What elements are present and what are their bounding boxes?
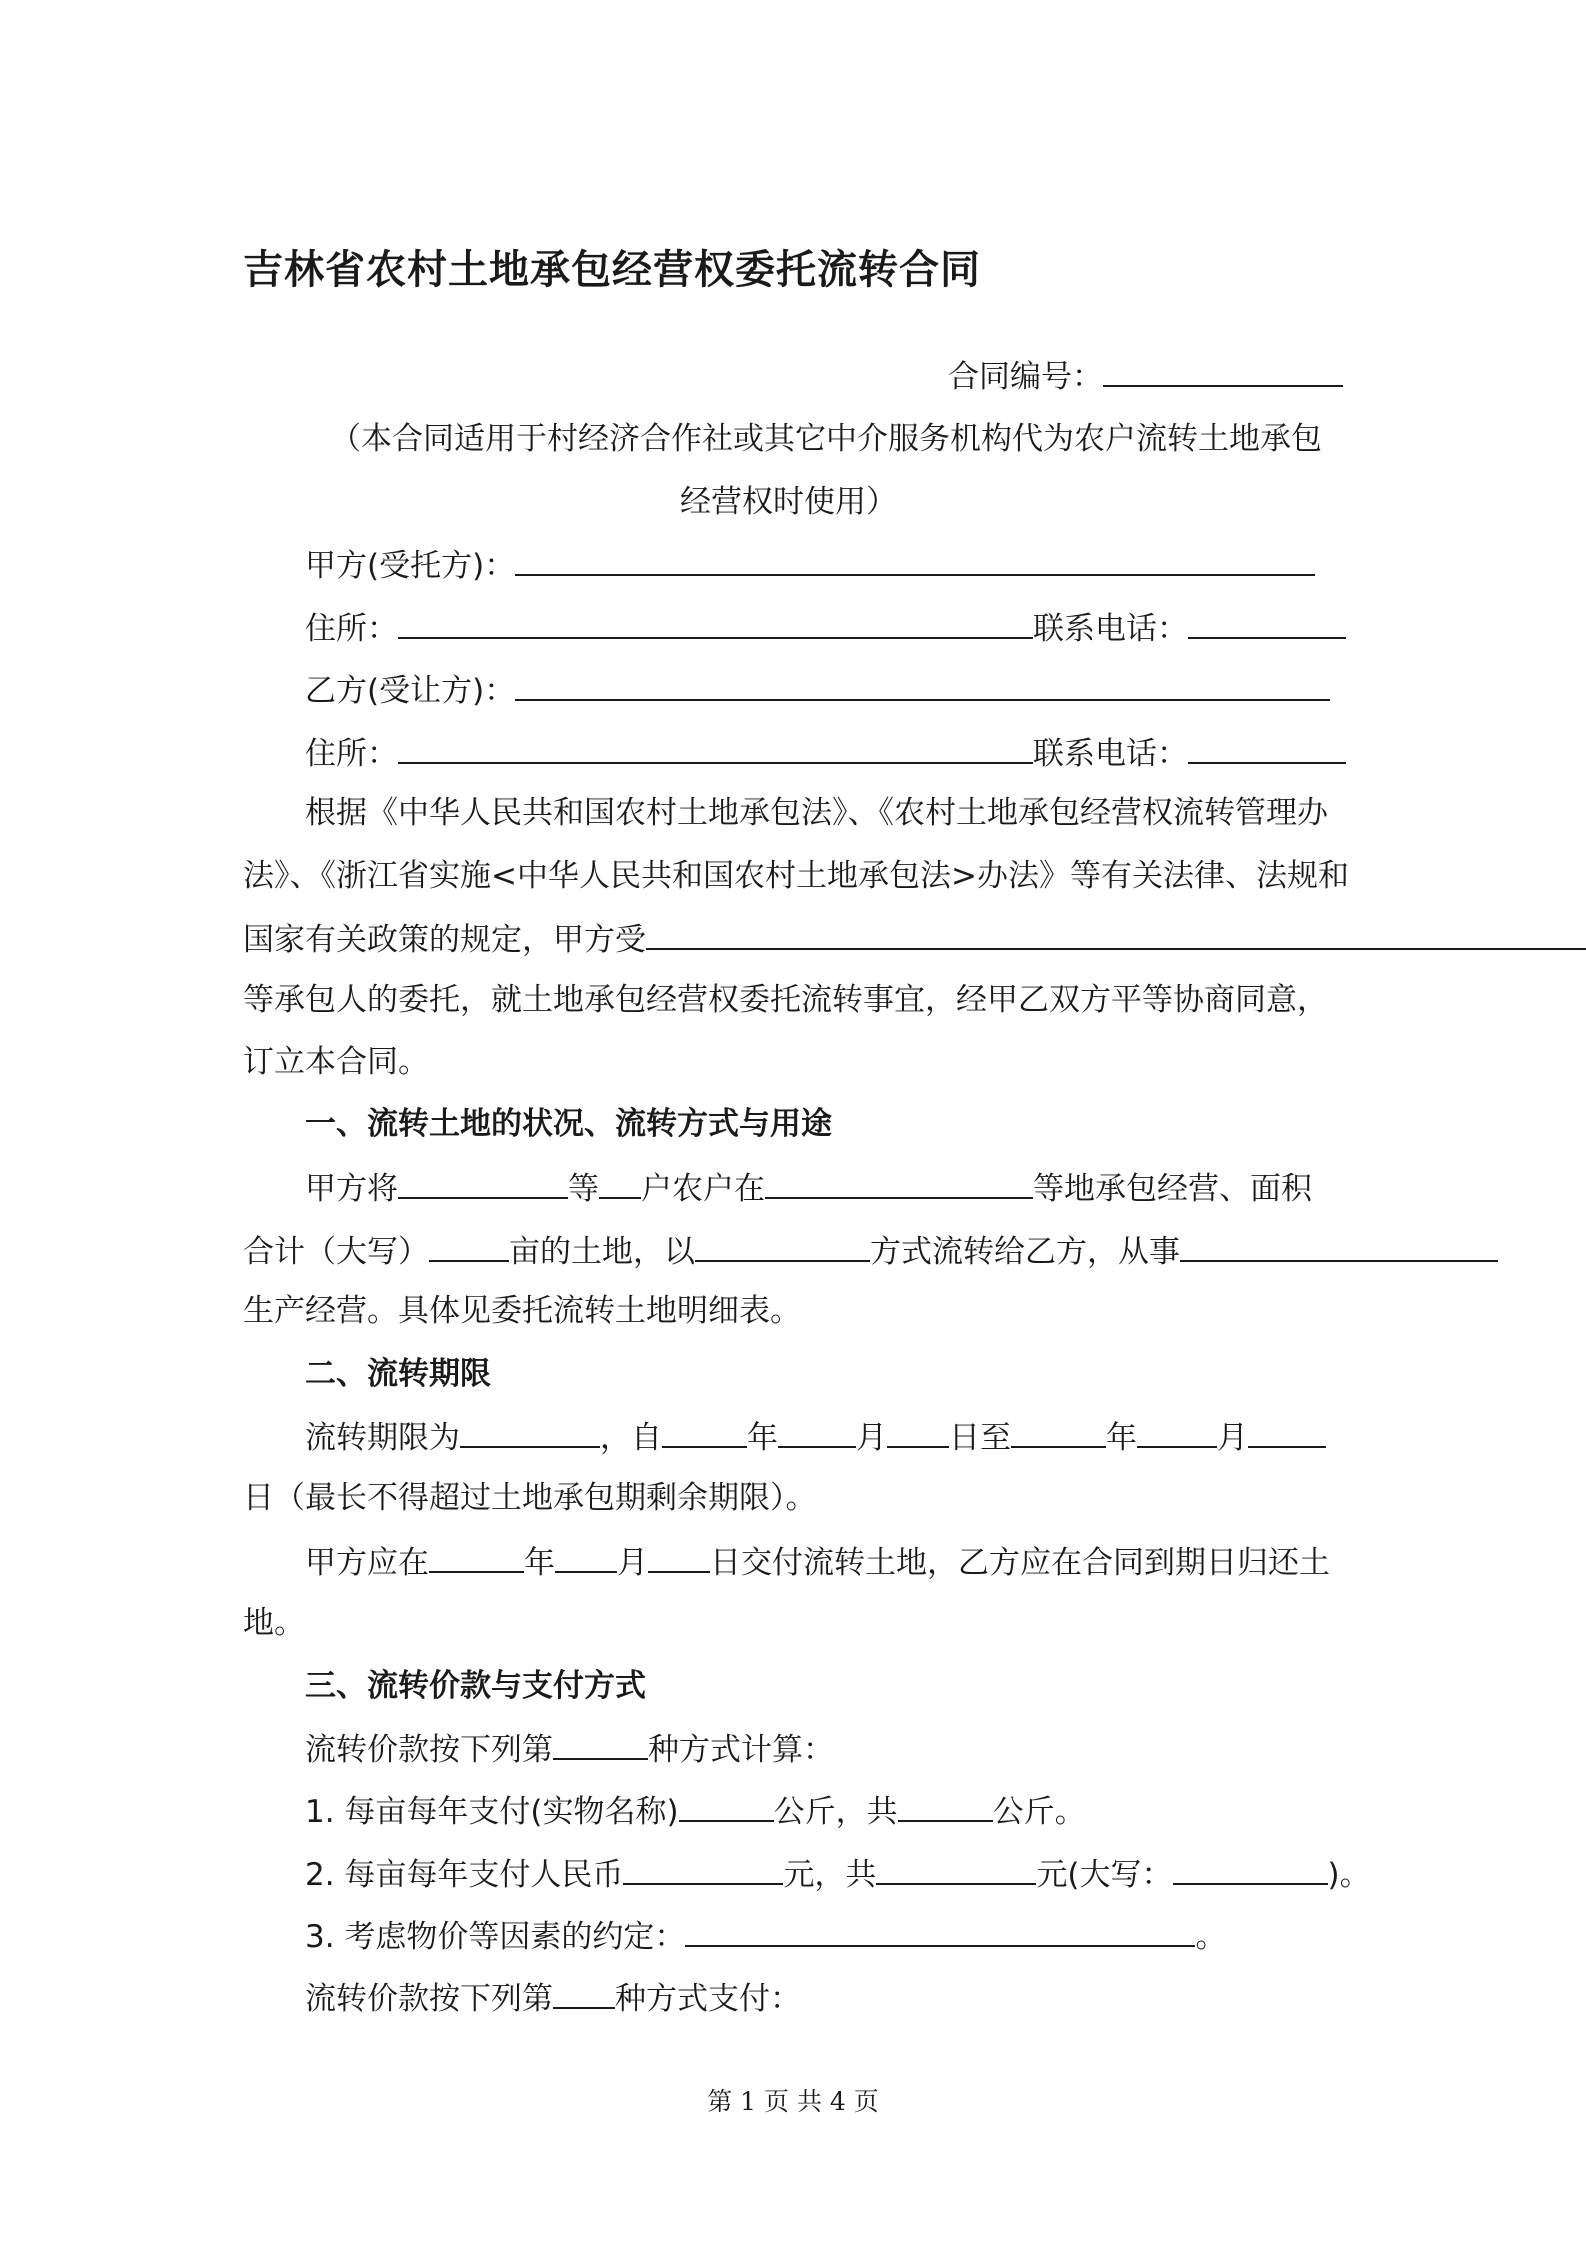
contract-number-line — [948, 355, 1343, 395]
applicability-note-line2: 经营权时使用） — [680, 484, 897, 520]
section1-para-line1 — [305, 1167, 1312, 1207]
section1-heading: 一、流转土地的状况、流转方式与用途 — [305, 1106, 832, 1142]
party-b-address-blank[interactable] — [398, 732, 1033, 764]
s3-calc-method-blank[interactable] — [553, 1728, 648, 1760]
s2-delivery-year-blank[interactable] — [429, 1541, 524, 1573]
preamble-line4: 等承包人的委托，就土地承包经营权委托流转事宜，经甲乙双方平等协商同意， — [243, 982, 1328, 1018]
s3-item2-text-b: 元，共 — [783, 1857, 877, 1893]
s3-calc-text-a: 流转价款按下列第 — [305, 1732, 553, 1768]
section3-pay-line — [305, 1977, 801, 2017]
s2-start-year-blank[interactable] — [662, 1416, 747, 1448]
party-a-address-blank[interactable] — [398, 607, 1033, 639]
party-b-address-label: 住所： — [305, 736, 398, 772]
s3-pay-text-a: 流转价款按下列第 — [305, 1981, 553, 2017]
party-b-phone-blank[interactable] — [1188, 732, 1346, 764]
s2-text-d: 日交付流转土地，乙方应在合同到期日归还土 — [710, 1545, 1330, 1581]
s3-item1-kg-blank[interactable] — [679, 1790, 774, 1822]
s2-month-label-2: 月 — [1217, 1420, 1248, 1456]
party-b-address-line — [305, 732, 1346, 772]
s3-item2-rmb-blank[interactable] — [623, 1853, 783, 1885]
s2-term-blank[interactable] — [460, 1416, 600, 1448]
party-a-line — [305, 544, 1315, 584]
s3-item1-text-b: 公斤，共 — [773, 1794, 898, 1830]
section2-para-line3 — [305, 1541, 1330, 1581]
party-b-phone-label: 联系电话： — [1033, 736, 1188, 772]
s2-text-a: 流转期限为 — [305, 1420, 460, 1456]
s1-method-blank[interactable] — [695, 1230, 870, 1262]
s2-end-year-blank[interactable] — [1011, 1416, 1106, 1448]
s3-item1-text-c: 公斤。 — [992, 1794, 1086, 1830]
s1-area-blank[interactable] — [429, 1230, 509, 1262]
section2-para-line4: 地。 — [243, 1605, 305, 1641]
s2-text-c: 甲方应在 — [305, 1545, 429, 1581]
s1-usage-blank[interactable] — [1180, 1230, 1498, 1262]
s2-end-day-blank[interactable] — [1248, 1416, 1326, 1448]
party-a-address-line — [305, 607, 1346, 647]
s3-item2-text-d: )。 — [1327, 1857, 1371, 1893]
party-a-phone-blank[interactable] — [1188, 607, 1346, 639]
party-a-blank[interactable] — [515, 544, 1315, 576]
section3-item2 — [305, 1853, 1371, 1893]
s3-item3-blank[interactable] — [685, 1915, 1195, 1947]
s1-location-blank[interactable] — [765, 1167, 1033, 1199]
section3-item1 — [305, 1790, 1086, 1830]
section3-item3 — [305, 1915, 1226, 1955]
s3-pay-method-blank[interactable] — [553, 1977, 615, 2009]
s3-item1-total-blank[interactable] — [898, 1790, 993, 1822]
preamble-line3 — [243, 918, 1586, 958]
section3-heading: 三、流转价款与支付方式 — [305, 1668, 646, 1704]
preamble-line2: 法》、《浙江省实施<中华人民共和国农村土地承包法>办法》等有关法律、法规和 — [243, 858, 1349, 894]
s2-text-b: ，自 — [600, 1420, 662, 1456]
party-b-blank[interactable] — [515, 669, 1330, 701]
s3-item2-capital-blank[interactable] — [1173, 1853, 1328, 1885]
s2-year-label-3: 年 — [524, 1545, 555, 1581]
s3-item2-text-a: 2. 每亩每年支付人民币 — [305, 1857, 624, 1893]
party-a-address-label: 住所： — [305, 611, 398, 647]
s3-item1-text-a: 1. 每亩每年支付(实物名称) — [305, 1794, 679, 1830]
s2-delivery-day-blank[interactable] — [648, 1541, 710, 1573]
s1-text-b: 等 — [568, 1171, 599, 1207]
party-b-label: 乙方(受让方)： — [305, 673, 516, 709]
s1-text-e: 合计（大写） — [243, 1234, 429, 1270]
s2-month-label: 月 — [856, 1420, 887, 1456]
party-b-line — [305, 669, 1330, 709]
section3-calc-line — [305, 1728, 834, 1768]
s2-year-label: 年 — [747, 1420, 778, 1456]
preamble-line5: 订立本合同。 — [243, 1044, 429, 1080]
party-a-phone-label: 联系电话： — [1033, 611, 1188, 647]
section2-para-line2: 日（最长不得超过土地承包期剩余期限）。 — [243, 1480, 817, 1516]
s1-text-f: 亩的土地，以 — [509, 1234, 695, 1270]
s2-to-label: 日至 — [949, 1420, 1011, 1456]
s3-item3-text-a: 3. 考虑物价等因素的约定： — [305, 1919, 686, 1955]
s2-month-label-3: 月 — [617, 1545, 648, 1581]
s1-text-g: 方式流转给乙方，从事 — [870, 1234, 1180, 1270]
section2-para-line1 — [305, 1416, 1326, 1456]
s2-year-label-2: 年 — [1106, 1420, 1137, 1456]
s1-household-count-blank[interactable] — [599, 1167, 641, 1199]
s2-delivery-month-blank[interactable] — [555, 1541, 617, 1573]
applicability-note-line1: （本合同适用于村经济合作社或其它中介服务机构代为农户流转土地承包 — [330, 421, 1322, 457]
section1-para-line2 — [243, 1230, 1498, 1270]
s2-start-day-blank[interactable] — [887, 1416, 949, 1448]
s3-calc-text-b: 种方式计算： — [648, 1732, 834, 1768]
section1-para-line3: 生产经营。具体见委托流转土地明细表。 — [243, 1293, 801, 1329]
s3-item3-text-b: 。 — [1195, 1919, 1227, 1955]
page-footer: 第 1 页 共 4 页 — [707, 2087, 879, 2116]
principal-names-blank[interactable] — [646, 918, 1586, 950]
section2-heading: 二、流转期限 — [305, 1356, 491, 1392]
s1-text-d: 等地承包经营、面积 — [1033, 1171, 1312, 1207]
s1-principal-blank[interactable] — [398, 1167, 568, 1199]
party-a-label: 甲方(受托方)： — [305, 548, 516, 584]
s3-item2-text-c: 元(大写： — [1036, 1857, 1173, 1893]
s3-pay-text-b: 种方式支付： — [615, 1981, 801, 2017]
contract-number-label: 合同编号： — [948, 359, 1103, 395]
preamble-line3-text: 国家有关政策的规定，甲方受 — [243, 922, 646, 958]
s1-text-c: 户农户在 — [641, 1171, 765, 1207]
preamble-line1: 根据《中华人民共和国农村土地承包法》、《农村土地承包经营权流转管理办 — [305, 795, 1328, 831]
document-title: 吉林省农村土地承包经营权委托流转合同 — [243, 247, 981, 293]
contract-number-blank[interactable] — [1103, 355, 1343, 387]
s3-item2-total-blank[interactable] — [876, 1853, 1036, 1885]
s2-end-month-blank[interactable] — [1137, 1416, 1217, 1448]
s1-text-a: 甲方将 — [305, 1171, 398, 1207]
s2-start-month-blank[interactable] — [778, 1416, 856, 1448]
